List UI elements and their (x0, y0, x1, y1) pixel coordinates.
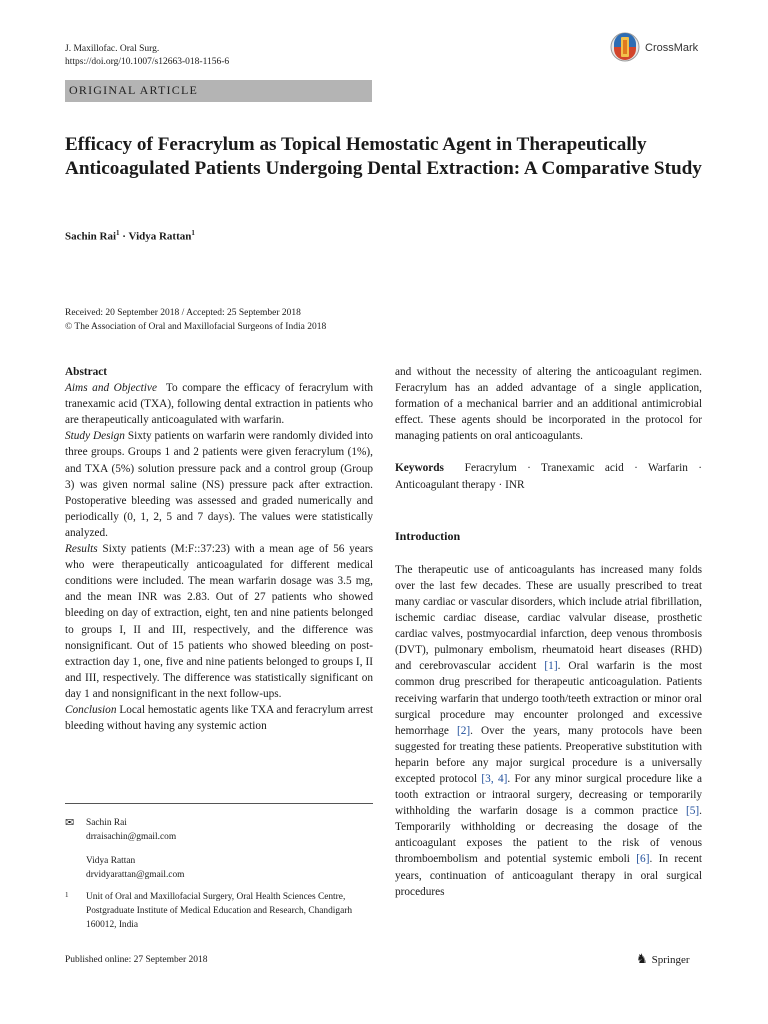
journal-info (65, 43, 229, 69)
affiliation-number: 1 (65, 891, 69, 899)
corresponding-author-email[interactable]: drvidyarattan@gmail.com (86, 870, 185, 880)
received-accepted: Received: 20 September 2018 / Accepted: 25 September 2018 (65, 308, 301, 318)
aims-label: Aims and Objective (65, 382, 157, 395)
publisher-logo[interactable] (636, 951, 690, 967)
affiliation-text: Unit of Oral and Maxillofacial Surgery, Oral Health Sciences Centre, Postgraduate Institute of Medical Education and Research, Chandigarh 160012, India (86, 892, 353, 930)
citation-link[interactable]: [1] (544, 660, 558, 673)
keywords-text: Feracrylum · Tranexamic acid · Warfarin · Anticoagulant therapy · INR (395, 462, 702, 491)
crossmark-badge[interactable] (610, 32, 720, 68)
article-type-banner (65, 80, 372, 102)
author-list (65, 229, 195, 243)
author-affiliation-mark[interactable]: 1 (116, 229, 120, 237)
corresponding-author-name: Sachin Rai (86, 818, 127, 828)
article-type-label: ORIGINAL ARTICLE (69, 83, 199, 97)
citation-link[interactable]: [5] (685, 805, 700, 818)
footnote-divider (65, 803, 373, 804)
abstract-conclusion-continued: and without the necessity of altering the anticoagulant regimen. Feracrylum has an added advantage of a single application, formation of a mechanical barrier and an additional antimicrobial effect. These agents should be incorporated in the protocol for managing patients on oral anticoagulants. (395, 366, 702, 443)
affiliation (65, 890, 365, 932)
doi-link[interactable]: https://doi.org/10.1007/s12663-018-1156-6 (65, 57, 230, 67)
correspondence-block (65, 816, 365, 932)
article-dates (65, 306, 326, 334)
crossmark-label: CrossMark (645, 42, 699, 54)
publisher-name: Springer (651, 954, 690, 966)
results-text: Sixty patients (M:F::37:23) with a mean age of 56 years who were therapeutically anticoagulated for different medical conditions were included. The mean warfarin dosage was 3.5 mg, and the mean INR was 2.83. Out of 27 patients who showed bleeding on day of extraction, eight, ten and nine patients belonged to groups I, II and III, respectively, and the difference was nonsignificant. Out of 15 patients who showed bleeding on post-extraction day 1, one, five and nine patients belonged to groups I, II and III, respectively. The difference was statistically significant on day 1 and nonsignificant in the next follow-ups. (65, 543, 373, 700)
introduction-heading: Introduction (395, 528, 461, 543)
keywords-label: Keywords (395, 462, 444, 475)
journal-name: J. Maxillofac. Oral Surg. (65, 44, 160, 54)
article-title: Efficacy of Feracrylum as Topical Hemostatic Agent in Therapeutically Anticoagulated Patients Undergoing Dental Extraction: A Comparative Study (65, 134, 702, 179)
conclusion-label: Conclusion (65, 703, 117, 716)
abstract-results (65, 541, 373, 702)
author-name[interactable]: Sachin Rai (65, 230, 117, 243)
introduction-paragraph: The therapeutic use of anticoagulants has increased many folds over the last few decades. These are usually prescribed to treat many cardiac or vascular disorders, which include atrial fibrillation, ischemic cardiac disease, cardiac valvular disease, prosthetic cardiac valves, postmyocardial infarction, deep venous thrombosis (DVT), pulmonary embolism, rheumatoid heart diseases (RHD) and cerebrovascular accident [1]. Oral warfarin is the most common drug prescribed for therapeutic anticoagulation. Patients receiving warfarin that undergo tooth/teeth extraction or minor oral surgical procedure may encounter prolonged and excessive hemorrhage [2]. Over the years, many protocols have been suggested for treating these patients. Preoperative substitution with heparin before any major surgical procedure is a universally excepted protocol [3, 4]. For any minor surgical procedure like a tooth extraction or intraoral surgery, decreasing or temporarily withholding the warfarin dosage is a common practice [5]. Temporarily withholding or decreasing the dosage of the anticoagulant exposes the patient to the risk of venous thromboembolism and potential systemic emboli [6]. In recent years, continuation of anticoagulant therapy in oral surgical procedures (395, 563, 703, 898)
results-label: Results (65, 543, 98, 556)
author-name[interactable]: Vidya Rattan (128, 230, 192, 243)
published-date: Published online: 27 September 2018 (65, 955, 208, 965)
conclusion-text: Local hemostatic agents like TXA and feracrylum arrest bleeding without having any systemic action (65, 703, 373, 733)
aims-text: To compare the efficacy of feracrylum with tranexamic acid (TXA), following dental extraction in patients who are therapeutically anticoagulated with warfarin. (65, 382, 374, 427)
author-affiliation-mark[interactable]: 1 (191, 229, 195, 237)
design-text: Sixty patients on warfarin were randomly divided into three groups. Groups 1 and 2 patients were given feracrylum (1%), and TXA (5%) solution pressure pack and a control group (Group 3) was given normal saline (NS) pressure pack after extraction. Postoperative bleeding was assessed and graded numerically and periodically (0, 1, 2, 5 and 7 days). The values were statistically analyzed. (65, 430, 373, 539)
keywords (395, 460, 702, 492)
springer-horse-icon: ♞ (636, 951, 648, 966)
corresponding-author-name: Vidya Rattan (86, 856, 136, 866)
abstract-aims (65, 380, 373, 428)
citation-link[interactable]: [6] (636, 853, 650, 866)
left-column (65, 364, 373, 734)
right-column (395, 364, 702, 900)
citation-link[interactable]: [3, 4] (481, 772, 508, 785)
crossmark-icon (610, 32, 640, 62)
abstract-conclusion-start (65, 702, 373, 734)
author-separator: · (119, 230, 129, 243)
abstract-heading: Abstract (65, 366, 108, 378)
envelope-icon: ✉ (65, 817, 75, 829)
citation-link[interactable]: [2] (456, 724, 471, 737)
design-label: Study Design (65, 430, 125, 443)
corresponding-author-email[interactable]: drraisachin@gmail.com (86, 832, 177, 842)
abstract-design (65, 428, 373, 541)
copyright-line: © The Association of Oral and Maxillofacial Surgeons of India 2018 (65, 322, 327, 332)
